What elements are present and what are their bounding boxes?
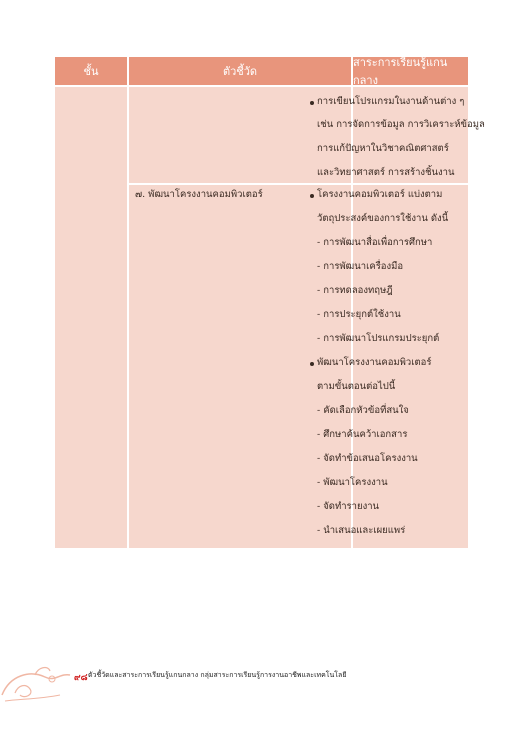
content-line: เช่น การจัดการข้อมูล การวิเคราะห์ข้อมูล	[317, 119, 485, 130]
row-divider	[129, 183, 468, 185]
list-item: - การทดลองทฤษฎี	[317, 285, 393, 296]
content-line: การเขียนโปรแกรมในงานด้านต่าง ๆ	[317, 96, 465, 107]
content-line: วัตถุประสงค์ของการใช้งาน ดังนี้	[317, 213, 449, 224]
content-line: และวิทยาศาสตร์ การสร้างชิ้นงาน	[317, 167, 455, 178]
list-item: - ศึกษาค้นคว้าเอกสาร	[317, 429, 408, 440]
table-header	[55, 57, 468, 85]
bullet-icon	[310, 194, 314, 198]
bullet-icon	[310, 101, 314, 105]
list-item: - การประยุกต์ใช้งาน	[317, 309, 401, 320]
list-item: - การพัฒนาสื่อเพื่อการศึกษา	[317, 237, 433, 248]
bullet-icon	[310, 362, 314, 366]
content-line: การแก้ปัญหาในวิชาคณิตศาสตร์	[317, 143, 449, 154]
list-item: - การพัฒนาเครื่องมือ	[317, 261, 404, 272]
footer-text: ตัวชี้วัดและสาระการเรียนรู้แกนกลาง กลุ่มสาระการเรียนรู้การงานอาชีพและเทคโนโลยี	[88, 671, 347, 679]
content-line: โครงงานคอมพิวเตอร์ แบ่งตาม	[317, 189, 443, 200]
content-line: ตามขั้นตอนต่อไปนี้	[317, 381, 396, 392]
indicator-text: ๗. พัฒนาโครงงานคอมพิวเตอร์	[135, 189, 263, 200]
list-item: - พัฒนาโครงงาน	[317, 477, 388, 488]
list-item: - จัดทำรายงาน	[317, 501, 380, 512]
list-item: - คัดเลือกหัวข้อที่สนใจ	[317, 405, 409, 416]
list-item: - จัดทำข้อเสนอโครงงาน	[317, 453, 418, 464]
list-item: - นำเสนอและเผยแพร่	[317, 525, 406, 536]
floral-ornament-icon	[0, 655, 80, 705]
content-line: พัฒนาโครงงานคอมพิวเตอร์	[317, 357, 432, 368]
header-core-content: สาระการเรียนรู้แกนกลาง	[353, 57, 468, 85]
page-number: ๙๘	[74, 673, 88, 683]
header-grade: ชั้น	[55, 57, 127, 85]
header-indicator: ตัวชี้วัด	[129, 57, 351, 85]
grade-column	[55, 87, 127, 548]
table-body	[55, 87, 485, 548]
list-item: - การพัฒนาโปรแกรมประยุกต์	[317, 333, 440, 344]
